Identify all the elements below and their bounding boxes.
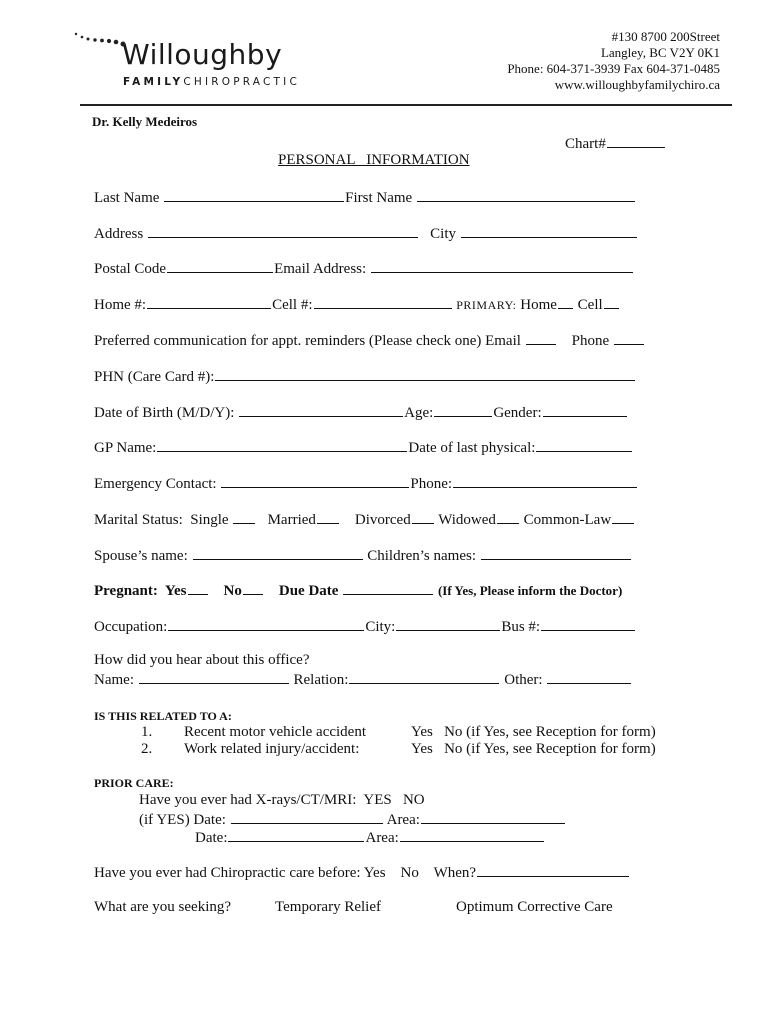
preferred-communication-row — [94, 331, 645, 350]
city-label: City — [430, 226, 457, 242]
children-names-field[interactable] — [481, 546, 631, 560]
preferred-communication-label: Preferred communication for appt. reminders (Please check one) Email — [94, 333, 521, 349]
spouse-name-label: Spouse’s name: — [94, 548, 188, 564]
related-item-answer[interactable]: Yes No (if Yes, see Reception for form) — [411, 741, 656, 757]
referral-name-label: Name: — [94, 672, 134, 688]
last-name-field[interactable] — [164, 188, 344, 202]
bus-label: Bus #: — [501, 619, 541, 635]
clinic-address-line1: #130 8700 200Street — [611, 29, 720, 44]
chiropractic-history-question[interactable]: Have you ever had Chiropractic care before: Yes No When? — [94, 865, 477, 881]
chiropractic-history-row — [94, 863, 630, 882]
related-item-text: Recent motor vehicle accident — [184, 724, 366, 740]
related-item-text: Work related injury/accident: — [184, 741, 360, 757]
primary-home-option[interactable]: Home — [520, 297, 574, 313]
age-field[interactable] — [434, 403, 492, 417]
logo-wordmark: Willoughby — [122, 38, 283, 71]
first-name-label: First Name — [345, 190, 413, 206]
occupation-label: Occupation: — [94, 619, 168, 635]
xray-date-field-2[interactable] — [228, 828, 364, 842]
email-checkbox-blank[interactable] — [526, 331, 556, 345]
gp-name-field[interactable] — [157, 438, 407, 452]
related-item-num: 1. — [141, 724, 153, 740]
seeking-label: What are you seeking? — [94, 899, 232, 915]
gender-label: Gender: — [493, 405, 542, 421]
address-label: Address — [94, 226, 144, 242]
related-item-num: 2. — [141, 741, 153, 757]
temporary-relief-option[interactable]: Temporary Relief — [275, 899, 381, 915]
gp-row — [94, 438, 633, 457]
marital-divorced-option[interactable]: Divorced — [355, 512, 435, 528]
related-heading: IS THIS RELATED TO A: — [94, 709, 232, 723]
due-date-field[interactable] — [343, 581, 433, 595]
pregnant-label: Pregnant: — [94, 583, 158, 599]
family-names-row — [94, 546, 632, 565]
clinic-phone-fax: Phone: 604-371-3939 Fax 604-371-0485 — [507, 61, 720, 76]
cell-phone-field[interactable] — [314, 295, 452, 309]
logo-subtitle-rest: CHIROPRACTIC — [183, 76, 300, 88]
emergency-contact-field[interactable] — [221, 474, 409, 488]
marital-married-option[interactable]: Married — [268, 512, 340, 528]
referral-name-field[interactable] — [139, 670, 289, 684]
bus-field[interactable] — [541, 617, 635, 631]
phone-checkbox-blank[interactable] — [614, 331, 644, 345]
emergency-row — [94, 474, 638, 493]
phn-field[interactable] — [215, 367, 635, 381]
name-row — [94, 188, 636, 207]
if-yes-date-label: (if YES) Date: — [139, 812, 226, 828]
gp-name-label: GP Name: — [94, 440, 157, 456]
email-field[interactable] — [371, 259, 633, 273]
area-label: Area: — [365, 830, 399, 846]
marital-single-option[interactable]: Single — [190, 512, 256, 528]
pregnant-yes-option[interactable]: Yes — [165, 583, 209, 599]
referral-question: How did you hear about this office? — [94, 652, 310, 668]
form-title: PERSONAL INFORMATION — [278, 152, 470, 168]
prior-care-heading: PRIOR CARE: — [94, 776, 174, 790]
date-label: Date: — [195, 830, 228, 846]
chiropractic-when-field[interactable] — [477, 863, 629, 877]
children-names-label: Children’s names: — [367, 548, 476, 564]
chart-number-label: Chart# — [565, 136, 606, 152]
last-name-label: Last Name — [94, 190, 160, 206]
dob-row — [94, 403, 628, 422]
other-field[interactable] — [547, 670, 631, 684]
marital-status-label: Marital Status: — [94, 512, 183, 528]
occupation-row — [94, 617, 636, 636]
gender-field[interactable] — [543, 403, 627, 417]
xray-area-field-2[interactable] — [400, 828, 544, 842]
xray-date-row-1 — [139, 810, 566, 829]
relation-label: Relation: — [293, 672, 349, 688]
last-physical-label: Date of last physical: — [408, 440, 536, 456]
postal-code-label: Postal Code — [94, 261, 167, 277]
area-label: Area: — [386, 812, 420, 828]
spouse-name-field[interactable] — [193, 546, 363, 560]
optimum-care-option[interactable]: Optimum Corrective Care — [456, 899, 613, 915]
logo-subtitle — [123, 76, 300, 88]
occupation-city-field[interactable] — [396, 617, 500, 631]
marital-status-row — [94, 510, 635, 529]
logo-subtitle-bold: FAMILY — [123, 76, 184, 88]
postal-email-row — [94, 259, 634, 278]
dob-field[interactable] — [239, 403, 403, 417]
doctor-name: Dr. Kelly Medeiros — [92, 114, 198, 129]
inform-doctor-note: (If Yes, Please inform the Doctor) — [437, 583, 623, 598]
last-physical-field[interactable] — [536, 438, 632, 452]
email-label: Email Address: — [274, 261, 367, 277]
related-item-answer[interactable]: Yes No (if Yes, see Reception for form) — [411, 724, 656, 740]
cell-phone-label: Cell #: — [272, 297, 313, 313]
emergency-phone-field[interactable] — [453, 474, 637, 488]
primary-label: PRIMARY: — [456, 298, 517, 312]
chart-number-field[interactable] — [565, 134, 666, 153]
dob-label: Date of Birth (M/D/Y): — [94, 405, 235, 421]
pregnant-no-option[interactable]: No — [224, 583, 264, 599]
occupation-field[interactable] — [168, 617, 364, 631]
address-field[interactable] — [148, 224, 418, 238]
header-divider — [80, 104, 732, 106]
pregnant-row — [94, 581, 622, 600]
phn-row — [94, 367, 636, 386]
phn-label: PHN (Care Card #): — [94, 369, 215, 385]
primary-cell-option[interactable]: Cell — [578, 297, 620, 313]
first-name-field[interactable] — [417, 188, 635, 202]
marital-common-law-option[interactable]: Common-Law — [524, 512, 636, 528]
relation-field[interactable] — [349, 670, 499, 684]
address-row — [94, 224, 638, 243]
city-field[interactable] — [461, 224, 637, 238]
clinic-address-line2: Langley, BC V2Y 0K1 — [600, 45, 720, 60]
home-phone-field[interactable] — [147, 295, 271, 309]
marital-widowed-option[interactable]: Widowed — [438, 512, 520, 528]
referral-row — [94, 670, 632, 689]
emergency-phone-label: Phone: — [410, 476, 453, 492]
xray-date-row-2 — [195, 828, 545, 847]
occupation-city-label: City: — [365, 619, 396, 635]
other-label: Other: — [504, 672, 543, 688]
phone-row — [94, 295, 620, 314]
clinic-website: www.willoughbyfamilychiro.ca — [554, 77, 720, 92]
emergency-contact-label: Emergency Contact: — [94, 476, 217, 492]
preferred-phone-label: Phone — [571, 333, 610, 349]
age-label: Age: — [404, 405, 434, 421]
xray-area-field-1[interactable] — [421, 810, 565, 824]
postal-code-field[interactable] — [167, 259, 273, 273]
home-phone-label: Home #: — [94, 297, 147, 313]
xray-question[interactable]: Have you ever had X-rays/CT/MRI: YES NO — [139, 792, 425, 808]
due-date-label: Due Date — [278, 583, 339, 599]
xray-date-field-1[interactable] — [231, 810, 383, 824]
